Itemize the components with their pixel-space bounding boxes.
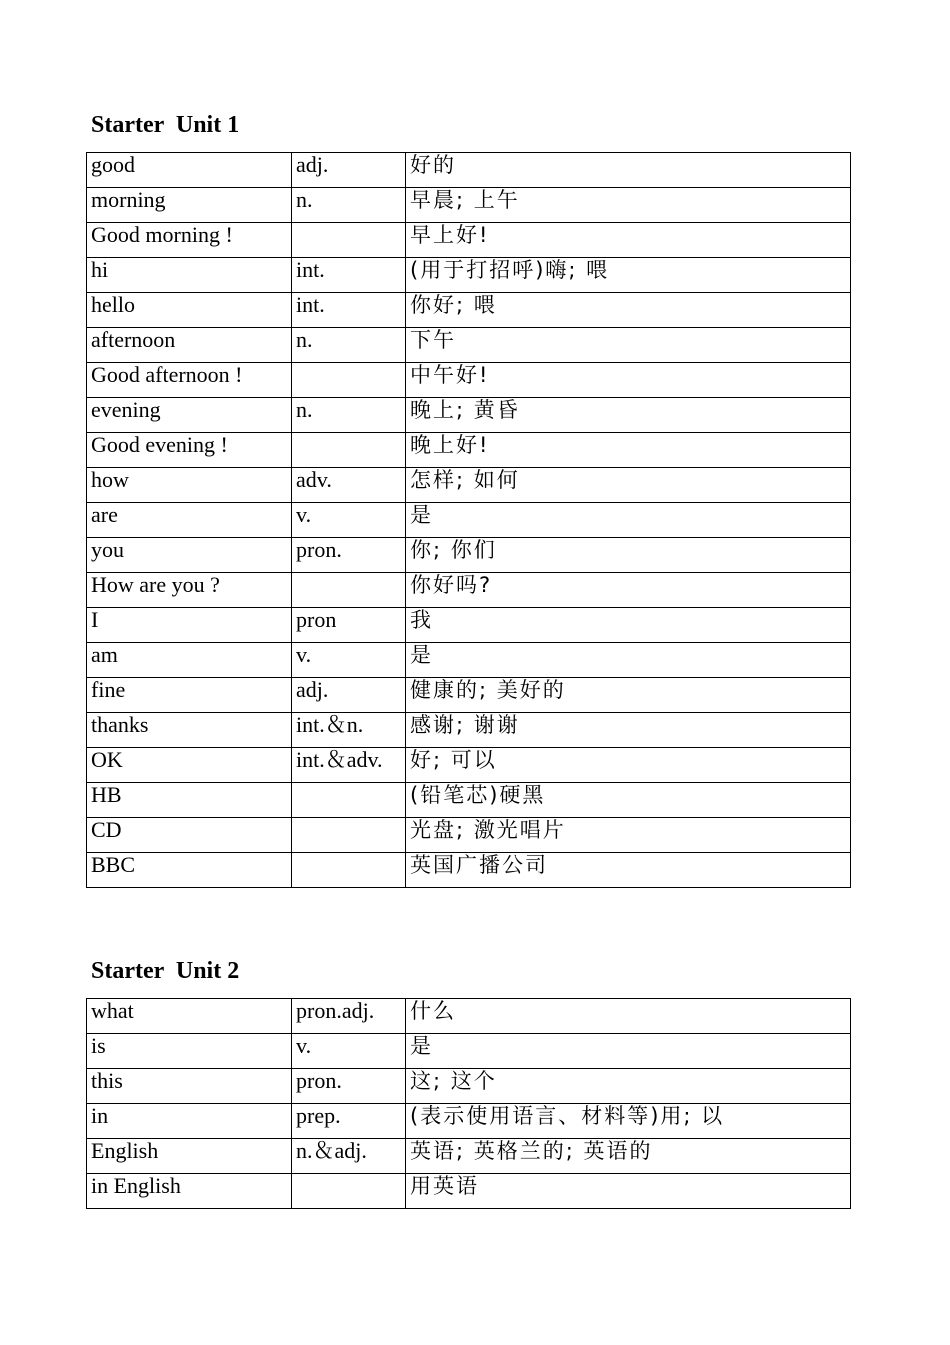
part-of-speech-cell: pron.	[292, 538, 406, 573]
word-cell: How are you ?	[87, 573, 292, 608]
vocab-row	[87, 433, 851, 468]
meaning-cell: 你好吗?	[406, 573, 851, 608]
word-cell: I	[87, 608, 292, 643]
part-of-speech-cell: int.	[292, 293, 406, 328]
part-of-speech-cell	[292, 363, 406, 398]
part-of-speech-cell: prep.	[292, 1104, 406, 1139]
meaning-cell: 是	[406, 1034, 851, 1069]
part-of-speech-cell: n.	[292, 328, 406, 363]
vocab-row	[87, 853, 851, 888]
vocab-row	[87, 783, 851, 818]
word-cell: hello	[87, 293, 292, 328]
word-cell: this	[87, 1069, 292, 1104]
vocab-row	[87, 643, 851, 678]
vocab-row	[87, 713, 851, 748]
part-of-speech-cell: int.＆adv.	[292, 748, 406, 783]
vocab-row	[87, 503, 851, 538]
vocab-row	[87, 293, 851, 328]
part-of-speech-cell: n.	[292, 188, 406, 223]
meaning-cell: 早上好!	[406, 223, 851, 258]
part-of-speech-cell	[292, 783, 406, 818]
part-of-speech-cell: pron.	[292, 1069, 406, 1104]
word-cell: BBC	[87, 853, 292, 888]
word-cell: Good evening !	[87, 433, 292, 468]
word-cell: OK	[87, 748, 292, 783]
part-of-speech-cell	[292, 223, 406, 258]
word-cell: afternoon	[87, 328, 292, 363]
word-cell: HB	[87, 783, 292, 818]
vocab-row	[87, 1069, 851, 1104]
word-cell: Good morning !	[87, 223, 292, 258]
part-of-speech-cell	[292, 1174, 406, 1209]
meaning-cell: 晚上好!	[406, 433, 851, 468]
part-of-speech-cell: v.	[292, 1034, 406, 1069]
meaning-cell: 感谢; 谢谢	[406, 713, 851, 748]
meaning-cell: 中午好!	[406, 363, 851, 398]
word-cell: evening	[87, 398, 292, 433]
word-cell: hi	[87, 258, 292, 293]
meaning-cell: 我	[406, 608, 851, 643]
part-of-speech-cell: v.	[292, 643, 406, 678]
word-cell: CD	[87, 818, 292, 853]
vocab-row	[87, 468, 851, 503]
vocab-row	[87, 748, 851, 783]
vocab-row	[87, 1174, 851, 1209]
meaning-cell: 好的	[406, 153, 851, 188]
meaning-cell: (铅笔芯)硬黑	[406, 783, 851, 818]
meaning-cell: 晚上; 黄昏	[406, 398, 851, 433]
vocab-row	[87, 1139, 851, 1174]
part-of-speech-cell: int.＆n.	[292, 713, 406, 748]
vocab-row	[87, 999, 851, 1034]
word-cell: what	[87, 999, 292, 1034]
part-of-speech-cell: adj.	[292, 678, 406, 713]
part-of-speech-cell	[292, 853, 406, 888]
vocab-table	[86, 998, 851, 1209]
vocab-row	[87, 818, 851, 853]
vocab-row	[87, 398, 851, 433]
meaning-cell: 是	[406, 503, 851, 538]
word-cell: morning	[87, 188, 292, 223]
meaning-cell: 早晨; 上午	[406, 188, 851, 223]
meaning-cell: 怎样; 如何	[406, 468, 851, 503]
meaning-cell: 什么	[406, 999, 851, 1034]
meaning-cell: 好; 可以	[406, 748, 851, 783]
part-of-speech-cell: adv.	[292, 468, 406, 503]
meaning-cell: 健康的; 美好的	[406, 678, 851, 713]
part-of-speech-cell: int.	[292, 258, 406, 293]
meaning-cell: 英语; 英格兰的; 英语的	[406, 1139, 851, 1174]
part-of-speech-cell: adj.	[292, 153, 406, 188]
word-cell: am	[87, 643, 292, 678]
vocab-row	[87, 258, 851, 293]
meaning-cell: 光盘; 激光唱片	[406, 818, 851, 853]
meaning-cell: 你好; 喂	[406, 293, 851, 328]
vocab-row	[87, 573, 851, 608]
vocab-row	[87, 153, 851, 188]
word-cell: thanks	[87, 713, 292, 748]
section-title: Starter Unit 1	[91, 112, 240, 138]
part-of-speech-cell: n.＆adj.	[292, 1139, 406, 1174]
vocab-row	[87, 608, 851, 643]
word-cell: fine	[87, 678, 292, 713]
word-cell: is	[87, 1034, 292, 1069]
meaning-cell: 下午	[406, 328, 851, 363]
word-cell: in English	[87, 1174, 292, 1209]
meaning-cell: 这; 这个	[406, 1069, 851, 1104]
meaning-cell: 英国广播公司	[406, 853, 851, 888]
vocab-row	[87, 678, 851, 713]
word-cell: how	[87, 468, 292, 503]
vocab-row	[87, 188, 851, 223]
part-of-speech-cell: pron	[292, 608, 406, 643]
part-of-speech-cell: v.	[292, 503, 406, 538]
vocab-row	[87, 328, 851, 363]
vocab-row	[87, 1104, 851, 1139]
section-title: Starter Unit 2	[91, 958, 240, 984]
word-cell: in	[87, 1104, 292, 1139]
vocab-row	[87, 1034, 851, 1069]
vocab-row	[87, 363, 851, 398]
word-cell: good	[87, 153, 292, 188]
vocab-row	[87, 223, 851, 258]
meaning-cell: (表示使用语言、材料等)用; 以	[406, 1104, 851, 1139]
part-of-speech-cell	[292, 433, 406, 468]
word-cell: English	[87, 1139, 292, 1174]
part-of-speech-cell	[292, 818, 406, 853]
meaning-cell: 你; 你们	[406, 538, 851, 573]
word-cell: Good afternoon !	[87, 363, 292, 398]
part-of-speech-cell	[292, 573, 406, 608]
vocab-table	[86, 152, 851, 888]
part-of-speech-cell: n.	[292, 398, 406, 433]
meaning-cell: (用于打招呼)嗨; 喂	[406, 258, 851, 293]
part-of-speech-cell: pron.adj.	[292, 999, 406, 1034]
meaning-cell: 用英语	[406, 1174, 851, 1209]
vocab-row	[87, 538, 851, 573]
word-cell: are	[87, 503, 292, 538]
meaning-cell: 是	[406, 643, 851, 678]
word-cell: you	[87, 538, 292, 573]
